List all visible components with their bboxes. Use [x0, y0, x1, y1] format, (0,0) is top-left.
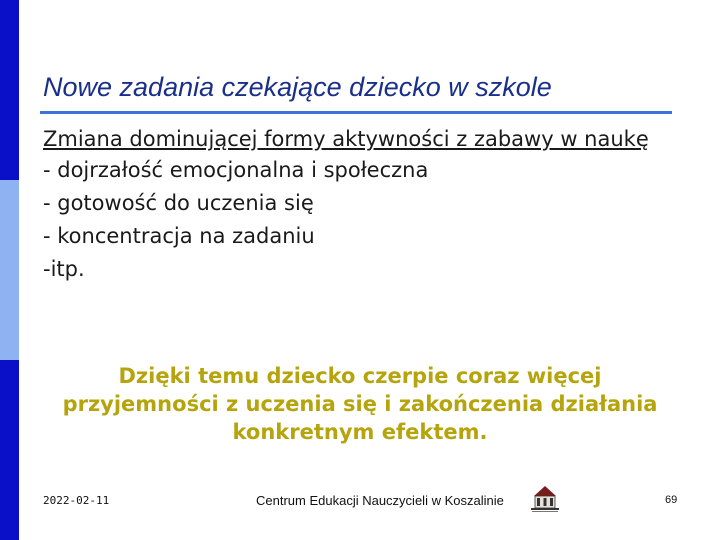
list-item: -itp.: [43, 257, 85, 281]
list-item: - dojrzałość emocjonalna i społeczna: [43, 158, 429, 182]
slide-body: [43, 128, 663, 286]
building-logo-icon: [526, 484, 564, 514]
page-number: 69: [665, 494, 678, 506]
list-item: - koncentracja na zadaniu: [43, 224, 315, 248]
left-accent-bar-top: [0, 0, 19, 180]
list-item: - gotowość do uczenia się: [43, 191, 314, 215]
left-accent-bar-middle: [0, 180, 19, 360]
left-accent-bar-bottom: [0, 360, 19, 540]
footer-date: 2022-02-11: [43, 494, 110, 507]
lead-text: Zmiana dominującej formy aktywności z zabawy w naukę: [43, 127, 649, 151]
title-divider: [40, 111, 672, 114]
highlight-text: Dzięki temu dziecko czerpie coraz więcej przyjemności z uczenia się i zakończenia działania konkretnym efektem.: [62, 364, 658, 444]
slide-title: Nowe zadania czekające dziecko w szkole: [43, 72, 552, 102]
footer-institution: Centrum Edukacji Nauczycieli w Koszalinie: [256, 493, 504, 508]
